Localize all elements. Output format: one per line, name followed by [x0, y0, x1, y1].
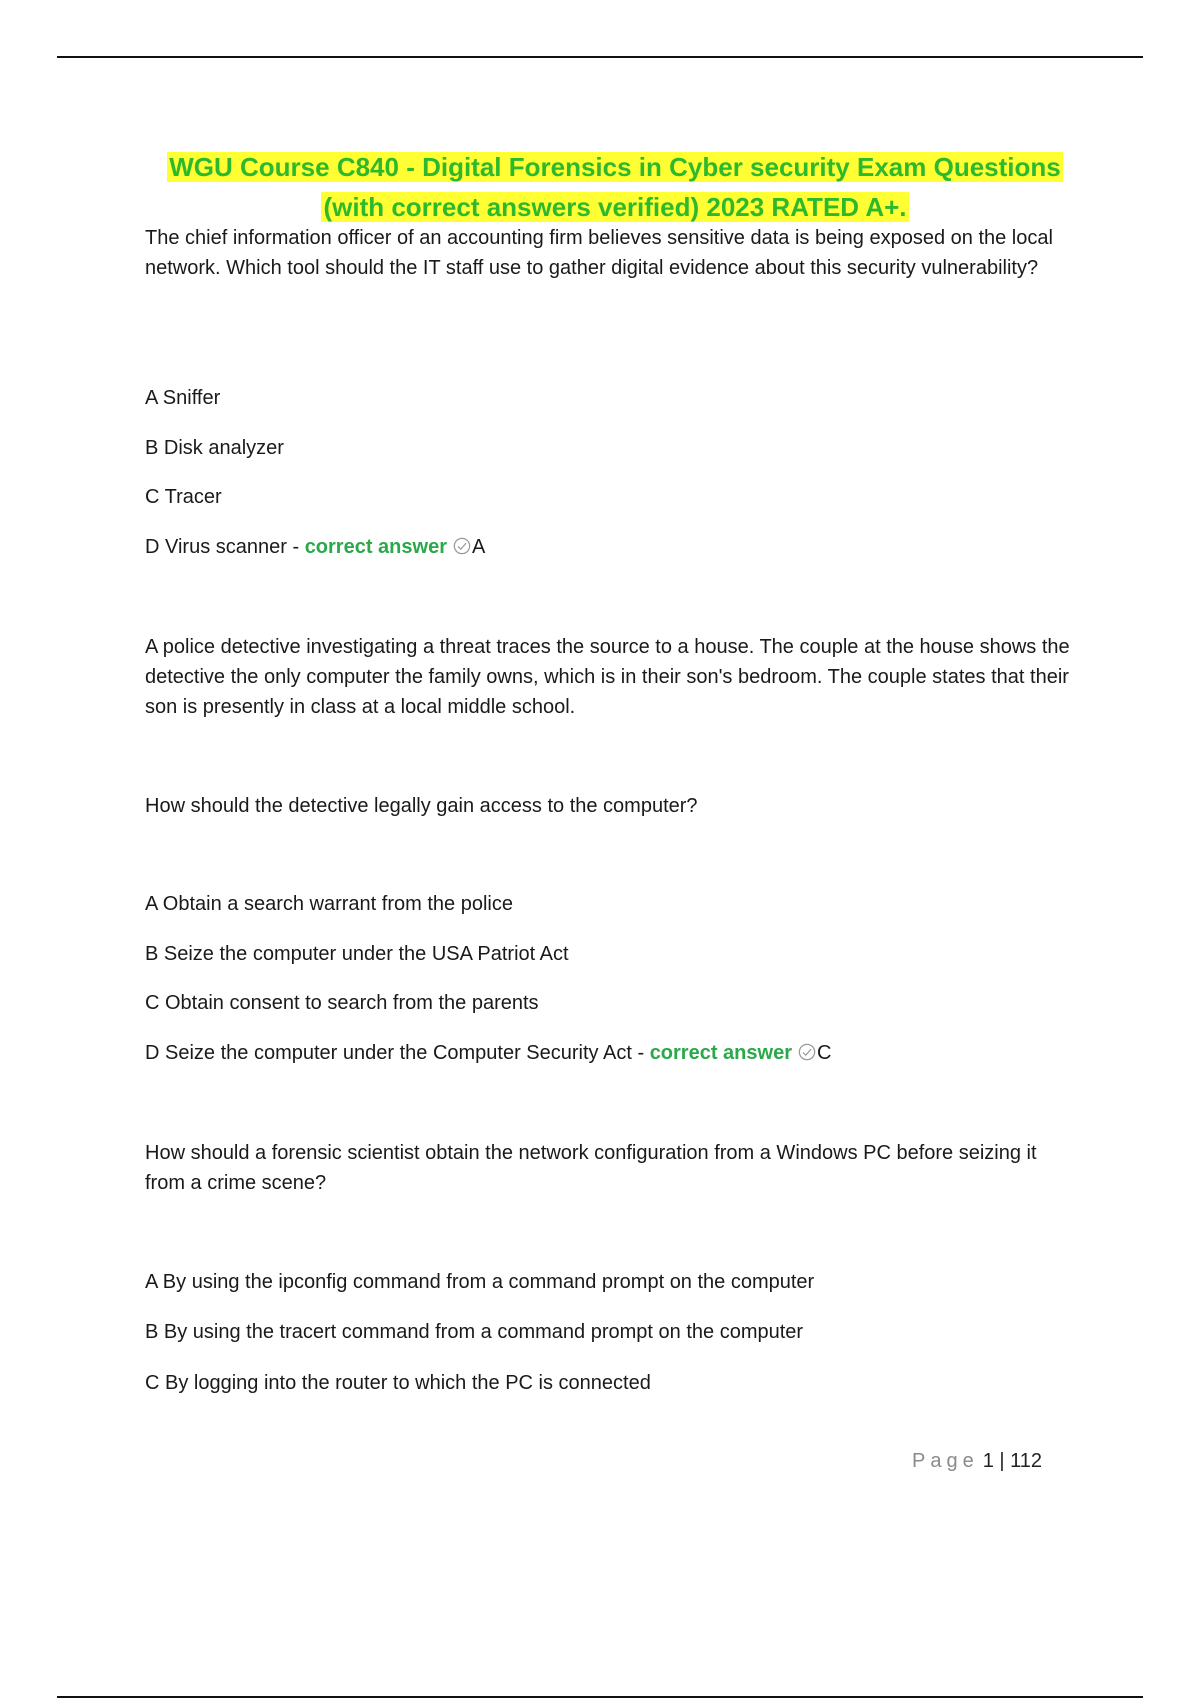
option-d-text: D Virus scanner -	[145, 536, 305, 558]
correct-answer-label: correct answer	[649, 1042, 792, 1064]
correct-answer-value: A	[471, 536, 486, 558]
page-total: 112	[1010, 1450, 1043, 1472]
page-number	[912, 1446, 1042, 1476]
check-circle-icon	[453, 537, 471, 555]
top-rule	[57, 56, 1143, 58]
question-2-option-c: C Obtain consent to search from the parents	[145, 992, 539, 1014]
page-current: 1	[982, 1450, 994, 1472]
question-3-option-a: A By using the ipconfig command from a command prompt on the computer	[145, 1271, 815, 1293]
correct-answer-label: correct answer	[304, 536, 447, 558]
title-line-1: WGU Course C840 - Digital Forensics in Cyber security Exam Questions	[169, 152, 1061, 182]
question-2-text: A police detective investigating a threat traces the source to a house. The couple at the house shows the detective the only computer the family owns, which is in their son's bedroom. The couple states that their son is presently in class at a local middle school.	[145, 636, 1070, 718]
check-circle-icon	[798, 1043, 816, 1061]
question-1-text: The chief information officer of an accounting firm believes sensitive data is being exposed on the local network. Which tool should the IT staff use to gather digital evidence about this security vulnerability?	[145, 227, 1053, 279]
bottom-rule	[57, 1696, 1143, 1698]
correct-answer-value: C	[816, 1042, 832, 1064]
question-1-option-a: A Sniffer	[145, 387, 221, 409]
question-2-option-d	[145, 1038, 831, 1068]
question-3-option-c: C By logging into the router to which the PC is connected	[145, 1372, 651, 1394]
question-3-text: How should a forensic scientist obtain the network configuration from a Windows PC before seizing it from a crime scene?	[145, 1142, 1037, 1194]
page-word: Page	[912, 1450, 979, 1472]
question-2-option-b: B Seize the computer under the USA Patriot Act	[145, 943, 569, 965]
document-title	[145, 147, 1085, 227]
question-2-option-a: A Obtain a search warrant from the police	[145, 893, 513, 915]
option-d-text: D Seize the computer under the Computer Security Act -	[145, 1042, 650, 1064]
question-3-option-b: B By using the tracert command from a command prompt on the computer	[145, 1321, 804, 1343]
page-separator: |	[999, 1450, 1005, 1472]
question-2-prompt: How should the detective legally gain access to the computer?	[145, 795, 698, 817]
question-1-option-c: C Tracer	[145, 486, 222, 508]
question-1-option-b: B Disk analyzer	[145, 437, 284, 459]
title-line-2: (with correct answers verified) 2023 RATED A+.	[323, 192, 907, 222]
question-1-option-d	[145, 532, 485, 562]
